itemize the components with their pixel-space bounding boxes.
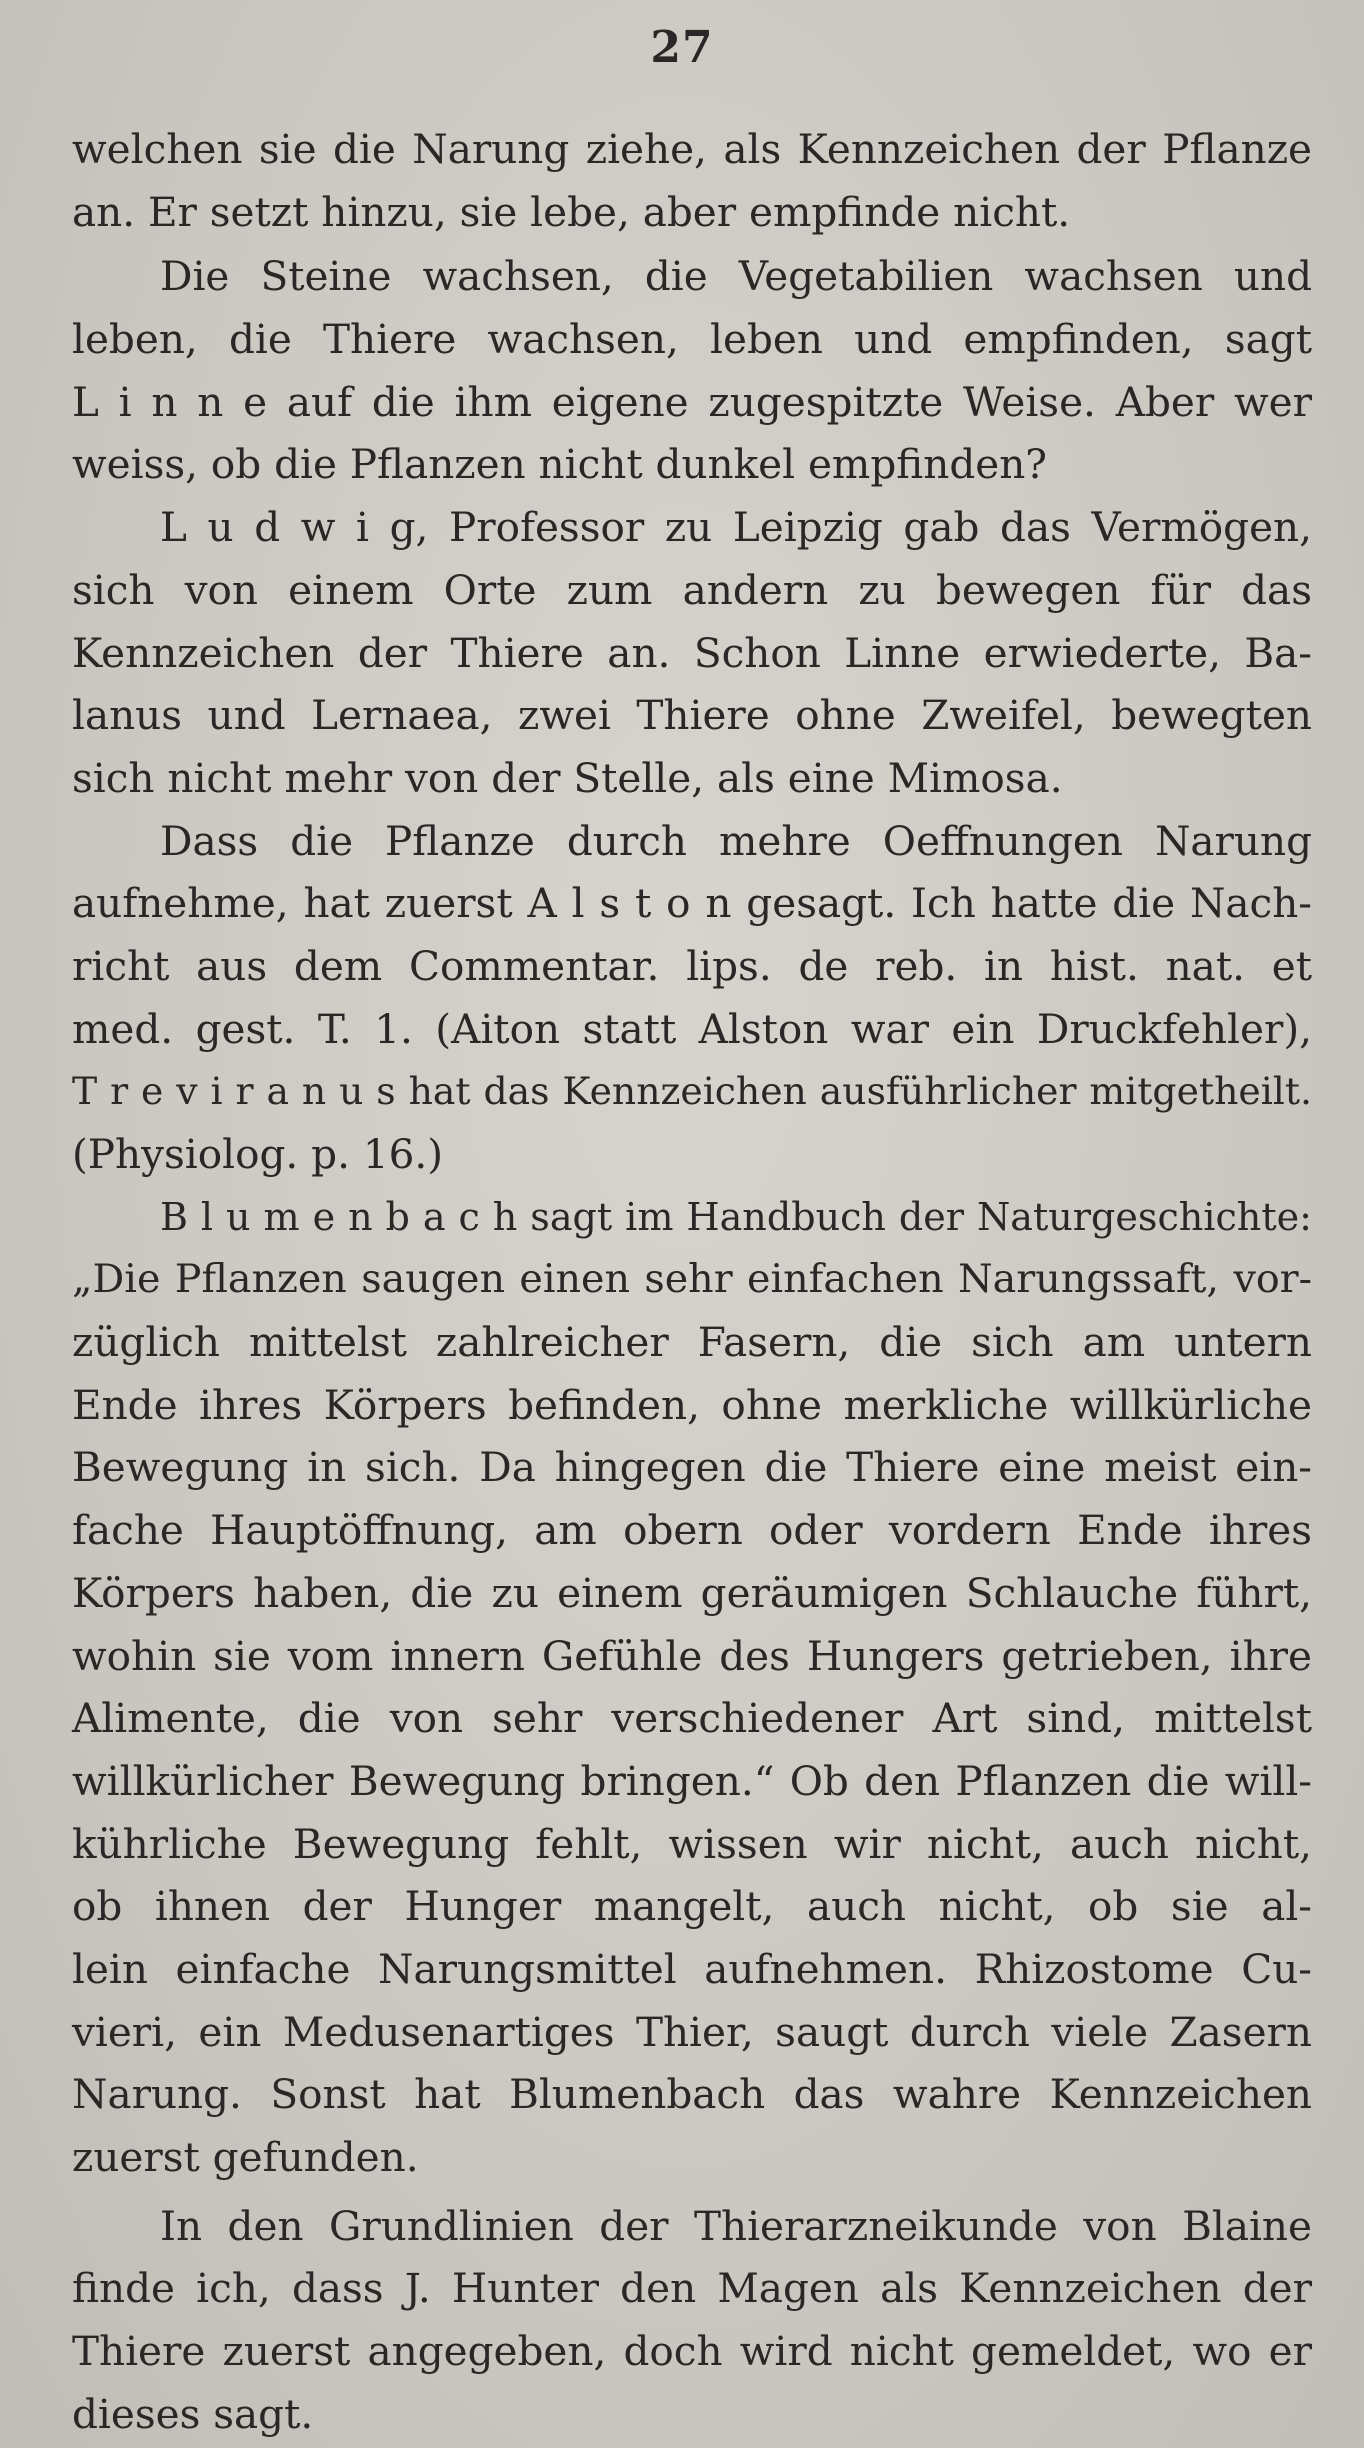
text-line: L i n n e auf die ihm eigene zugespitzte Weise. Aber wer	[72, 377, 1312, 426]
text-line: In den Grundlinien der Thierarzneikunde von Blaine	[160, 2201, 1312, 2250]
text-line: (Physiolog. p. 16.)	[72, 1130, 444, 1178]
text-line: Kennzeichen der Thiere an. Schon Linne erwiederte, Ba-	[72, 628, 1312, 677]
text-line: weiss, ob die Pflanzen nicht dunkel empfinden?	[72, 440, 1048, 489]
paragraph	[72, 118, 1312, 243]
paragraph	[72, 810, 1312, 1186]
text-line: richt aus dem Commentar. lips. de reb. in hist. nat. et	[72, 941, 1312, 990]
text-line: ob ihnen der Hunger mangelt, auch nicht, ob sie al-	[72, 1882, 1312, 1931]
text-line: med. gest. T. 1. (Aiton statt Alston war ein Druckfehler),	[72, 1004, 1312, 1053]
text-line: lanus und Lernaea, zwei Thiere ohne Zweifel, bewegten	[72, 691, 1312, 740]
paragraph	[72, 1186, 1312, 2189]
text-line: an. Er setzt hinzu, sie lebe, aber empfinde nicht.	[72, 187, 1071, 236]
text-line: Ende ihres Körpers befinden, ohne merkliche willkürliche	[72, 1380, 1312, 1429]
text-line: zuerst gefunden.	[72, 2133, 419, 2181]
text-line: leben, die Thiere wachsen, leben und empfinden, sagt	[72, 315, 1312, 364]
text-line: L u d w i g, Professor zu Leipzig gab das Vermögen,	[160, 503, 1312, 552]
text-line: welchen sie die Narung ziehe, als Kennzeichen der Pflanze	[72, 125, 1312, 173]
text-line: Bewegung in sich. Da hingegen die Thiere eine meist ein-	[72, 1443, 1312, 1492]
text-line: finde ich, dass J. Hunter den Magen als Kennzeichen der	[72, 2264, 1312, 2313]
text-line: wohin sie vom innern Gefühle des Hungers getrieben, ihre	[72, 1631, 1312, 1680]
text-line: Dass die Pflanze durch mehre Oeffnungen Narung	[160, 816, 1312, 865]
body-text	[72, 118, 1312, 2445]
text-line: züglich mittelst zahlreicher Fasern, die sich am untern	[72, 1318, 1312, 1367]
text-line: fache Hauptöffnung, am obern oder vordern Ende ihres	[72, 1506, 1312, 1555]
paragraph	[72, 245, 1312, 496]
text-line: dieses sagt.	[72, 2389, 314, 2438]
paragraph	[72, 496, 1312, 809]
text-line: Thiere zuerst angegeben, doch wird nicht gemeldet, wo er	[72, 2327, 1312, 2376]
text-line: T r e v i r a n u s hat das Kennzeichen ausführlicher mitgetheilt.	[72, 1069, 1312, 1114]
text-line: kührliche Bewegung fehlt, wissen wir nicht, auch nicht,	[72, 1819, 1312, 1868]
text-line: lein einfache Narungsmittel aufnehmen. Rhizostome Cu-	[72, 1944, 1312, 1993]
text-line: sich nicht mehr von der Stelle, als eine Mimosa.	[72, 753, 1063, 802]
text-line: Alimente, die von sehr verschiedener Art sind, mittelst	[72, 1694, 1312, 1743]
text-line: vieri, ein Medusenartiges Thier, saugt durch viele Zasern	[72, 2007, 1312, 2056]
text-line: Die Steine wachsen, die Vegetabilien wachsen und	[160, 252, 1312, 301]
text-line: sich von einem Orte zum andern zu bewegen für das	[72, 565, 1312, 614]
text-line: Körpers haben, die zu einem geräumigen Schlauche führt,	[72, 1568, 1312, 1617]
text-line: „Die Pflanzen saugen einen sehr einfachen Narungssaft, vor-	[72, 1256, 1312, 1303]
text-line: Narung. Sonst hat Blumenbach das wahre Kennzeichen	[72, 2070, 1312, 2119]
text-line: B l u m e n b a c h sagt im Handbuch der Naturgeschichte:	[160, 1194, 1312, 1239]
page-number: 27	[650, 22, 714, 73]
text-line: willkürlicher Bewegung bringen.“ Ob den Pflanzen die will-	[72, 1756, 1312, 1805]
text-line: aufnehme, hat zuerst A l s t o n gesagt. Ich hatte die Nach-	[72, 879, 1312, 928]
paragraph	[72, 2195, 1312, 2446]
